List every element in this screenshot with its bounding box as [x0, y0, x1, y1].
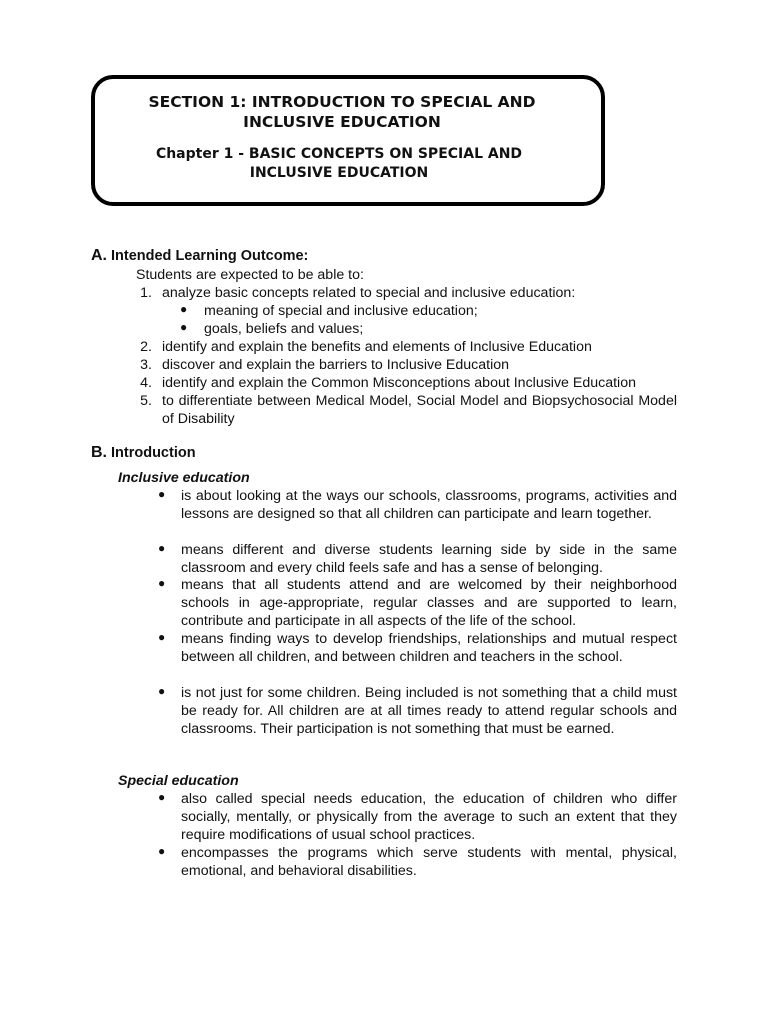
section-title-line-2: INCLUSIVE EDUCATION [243, 113, 441, 131]
bullet-icon: ● [158, 844, 166, 858]
outcome-text: to differentiate between Medical Model, Social Model and Biopsychosocial Model of Disability [162, 393, 677, 427]
bullet-icon: ● [158, 684, 166, 698]
outcome-text: analyze basic concepts related to special and inclusive education: [162, 285, 576, 301]
bullet-icon: ● [180, 320, 188, 334]
chapter-title [95, 145, 607, 183]
bullet-icon: ● [158, 487, 166, 501]
bullet-icon: ● [158, 790, 166, 804]
chapter-title-line-1: Chapter 1 - BASIC CONCEPTS ON SPECIAL AND [155, 146, 523, 162]
outcome-number: 3. [140, 357, 152, 373]
bullet-text: is about looking at the ways our schools, classrooms, programs, activities and lessons are designed so that all children can participate and learn together. [181, 488, 677, 522]
section-title-box [91, 75, 605, 206]
section-a-letter: A. [91, 247, 107, 264]
bullet-text: is not just for some children. Being included is not something that a child must be ready for. All children are at all times ready to attend regular schools and classrooms. Their participation is not something that must be earned. [181, 685, 677, 737]
section-title-line-1: SECTION 1: INTRODUCTION TO SPECIAL AND [148, 93, 536, 111]
bullet-icon: ● [158, 630, 166, 644]
chapter-title-line-2: INCLUSIVE EDUCATION [249, 165, 429, 181]
section-b-heading [91, 444, 196, 462]
bullet-text: encompasses the programs which serve students with mental, physical, emotional, and behavioral disabilities. [181, 845, 677, 879]
bullet-text: also called special needs education, the education of children who differ socially, mentally, or physically from the average to such an extent that they require modifications of usual school practices. [181, 791, 677, 843]
sub-bullet-text: meaning of special and inclusive education; [204, 303, 478, 319]
outcome-number: 1. [140, 285, 152, 301]
section-b-letter: B. [91, 444, 107, 461]
outcome-number: 4. [140, 375, 152, 391]
bullet-text: means finding ways to develop friendships, relationships and mutual respect between all children, and between children and teachers in the school. [181, 631, 677, 665]
outcome-text: identify and explain the benefits and elements of Inclusive Education [162, 339, 592, 355]
outcome-intro: Students are expected to be able to: [136, 267, 364, 283]
section-title [95, 92, 607, 132]
bullet-icon: ● [180, 302, 188, 316]
outcome-text: discover and explain the barriers to Inclusive Education [162, 357, 509, 373]
special-education-heading: Special education [118, 773, 239, 789]
bullet-icon: ● [158, 576, 166, 590]
bullet-text: means different and diverse students learning side by side in the same classroom and every child feels safe and has a sense of belonging. [181, 542, 677, 576]
outcome-text: identify and explain the Common Misconceptions about Inclusive Education [162, 375, 636, 391]
bullet-text: means that all students attend and are welcomed by their neighborhood schools in age-appropriate, regular classes and are supported to learn, contribute and participate in all aspects of the life of the school. [181, 577, 677, 629]
outcome-number: 2. [140, 339, 152, 355]
section-a-heading [91, 247, 308, 265]
section-a-title: Intended Learning Outcome: [111, 248, 309, 264]
bullet-icon: ● [158, 541, 166, 555]
section-b-title: Introduction [111, 445, 196, 461]
outcome-number: 5. [140, 393, 152, 409]
inclusive-education-heading: Inclusive education [118, 470, 250, 486]
sub-bullet-text: goals, beliefs and values; [204, 321, 364, 337]
